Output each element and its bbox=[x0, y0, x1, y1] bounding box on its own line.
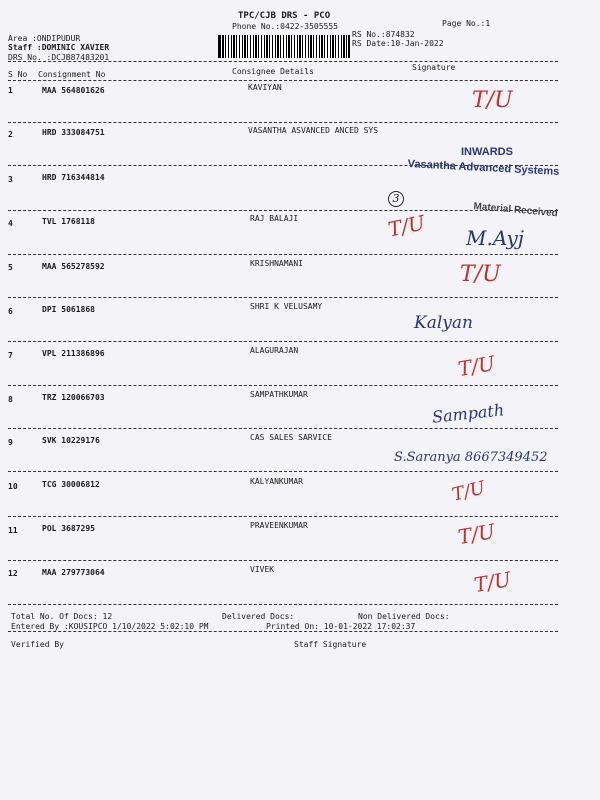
row-sno: 8 bbox=[8, 395, 13, 404]
row-sno: 7 bbox=[8, 351, 13, 360]
row-divider bbox=[8, 297, 558, 298]
handwritten-mark: T/U bbox=[456, 350, 497, 382]
row-consignment: MAA 564801626 bbox=[42, 86, 105, 95]
row-consignee: SHRI K VELUSAMY bbox=[250, 302, 323, 311]
verified-by: Verified By bbox=[11, 640, 64, 649]
handwritten-mark: T/U bbox=[460, 262, 501, 287]
row-divider bbox=[8, 471, 558, 472]
col-header-consignment: Consignment No bbox=[38, 70, 106, 79]
row-consignee: VASANTHA ASVANCED ANCED SYS bbox=[248, 126, 379, 135]
row-sno: 10 bbox=[8, 482, 18, 491]
row-sno: 1 bbox=[8, 86, 13, 95]
row-sno: 5 bbox=[8, 263, 13, 272]
handwritten-mark: T/U bbox=[472, 88, 513, 113]
divider bbox=[8, 80, 558, 81]
total-docs: Total No. Of Docs: 12 bbox=[11, 612, 113, 621]
col-header-signature: Signature bbox=[412, 63, 456, 72]
row-consignee: KRISHNAMANI bbox=[250, 259, 303, 268]
row-sno: 11 bbox=[8, 526, 18, 535]
row-divider bbox=[8, 385, 558, 386]
row-sno: 6 bbox=[8, 307, 13, 316]
row-sno: 3 bbox=[8, 175, 13, 184]
handwritten-mark: T/U bbox=[456, 518, 497, 550]
handwritten-circled-number: 3 bbox=[388, 191, 404, 207]
company-stamp: Vasantha Advanced Systems bbox=[407, 158, 560, 178]
handwritten-signature: M.Ayj bbox=[466, 226, 524, 250]
row-consignment: TCG 30006812 bbox=[42, 480, 100, 489]
row-divider bbox=[8, 428, 558, 429]
row-consignment: TVL 1768118 bbox=[42, 217, 95, 226]
row-consignee: PRAVEENKUMAR bbox=[250, 521, 308, 530]
rs-date: RS Date:10-Jan-2022 bbox=[352, 39, 444, 48]
row-consignment: HRD 716344814 bbox=[42, 173, 105, 182]
row-divider bbox=[8, 604, 558, 605]
row-consignee: KALYANKUMAR bbox=[250, 477, 303, 486]
staff-signature-label: Staff Signature bbox=[294, 640, 367, 649]
row-sno: 4 bbox=[8, 219, 13, 228]
handwritten-signature: S.Saranya 8667349452 bbox=[394, 450, 548, 465]
row-consignment: VPL 211386896 bbox=[42, 349, 105, 358]
handwritten-signature: Kalyan bbox=[414, 313, 473, 333]
handwritten-mark: T/U bbox=[385, 210, 428, 242]
row-consignment: MAA 279773064 bbox=[42, 568, 105, 577]
row-consignee: RAJ BALAJI bbox=[250, 214, 299, 223]
row-consignee: ALAGURAJAN bbox=[250, 346, 299, 355]
row-consignment: HRD 333084751 bbox=[42, 128, 105, 137]
row-divider bbox=[8, 560, 558, 561]
row-divider bbox=[8, 254, 558, 255]
printed-on: Printed On: 10-01-2022 17:02:37 bbox=[266, 622, 416, 631]
row-consignment: SVK 10229176 bbox=[42, 436, 100, 445]
handwritten-signature: Sampath bbox=[431, 400, 505, 427]
phone-number: Phone No.:0422-3505555 bbox=[232, 22, 338, 31]
row-divider bbox=[8, 341, 558, 342]
row-sno: 12 bbox=[8, 569, 18, 578]
row-divider bbox=[8, 516, 558, 517]
material-received-stamp: Material Received bbox=[473, 201, 559, 220]
entered-by: Entered By :KOUSIPCO 1/10/2022 5:02:10 PM bbox=[11, 622, 209, 631]
row-consignment: MAA 565278592 bbox=[42, 262, 105, 271]
row-sno: 2 bbox=[8, 130, 13, 139]
staff-field: Staff :DOMINIC XAVIER bbox=[8, 43, 110, 52]
row-consignee: VIVEK bbox=[250, 565, 275, 574]
non-delivered-docs: Non Delivered Docs: bbox=[358, 612, 450, 621]
drs-number: DRS No. :DCJB87483201 bbox=[8, 53, 110, 62]
handwritten-mark: T/U bbox=[472, 566, 513, 598]
barcode bbox=[218, 35, 350, 58]
divider bbox=[8, 631, 558, 632]
row-consignee: CAS SALES SARVICE bbox=[250, 433, 332, 442]
row-divider bbox=[8, 122, 558, 123]
row-sno: 9 bbox=[8, 438, 13, 447]
divider bbox=[8, 61, 558, 62]
col-header-sno: S No bbox=[8, 70, 28, 79]
row-consignee: KAVIYAN bbox=[248, 83, 282, 92]
col-header-consignee: Consignee Details bbox=[232, 67, 314, 76]
area-field: Area :ONDIPUDUR bbox=[8, 34, 81, 43]
handwritten-mark: T/U bbox=[449, 477, 488, 506]
row-consignment: POL 3687295 bbox=[42, 524, 95, 533]
delivered-docs: Delivered Docs: bbox=[222, 612, 295, 621]
inwards-stamp: INWARDS bbox=[461, 146, 513, 158]
report-title: TPC/CJB DRS - PCO bbox=[238, 11, 331, 21]
row-consignee: SAMPATHKUMAR bbox=[250, 390, 308, 399]
page-number: Page No.:1 bbox=[442, 19, 491, 28]
row-consignment: DPI 5061868 bbox=[42, 305, 95, 314]
rs-number: RS No.:874832 bbox=[352, 30, 415, 39]
row-consignment: TRZ 120066703 bbox=[42, 393, 105, 402]
